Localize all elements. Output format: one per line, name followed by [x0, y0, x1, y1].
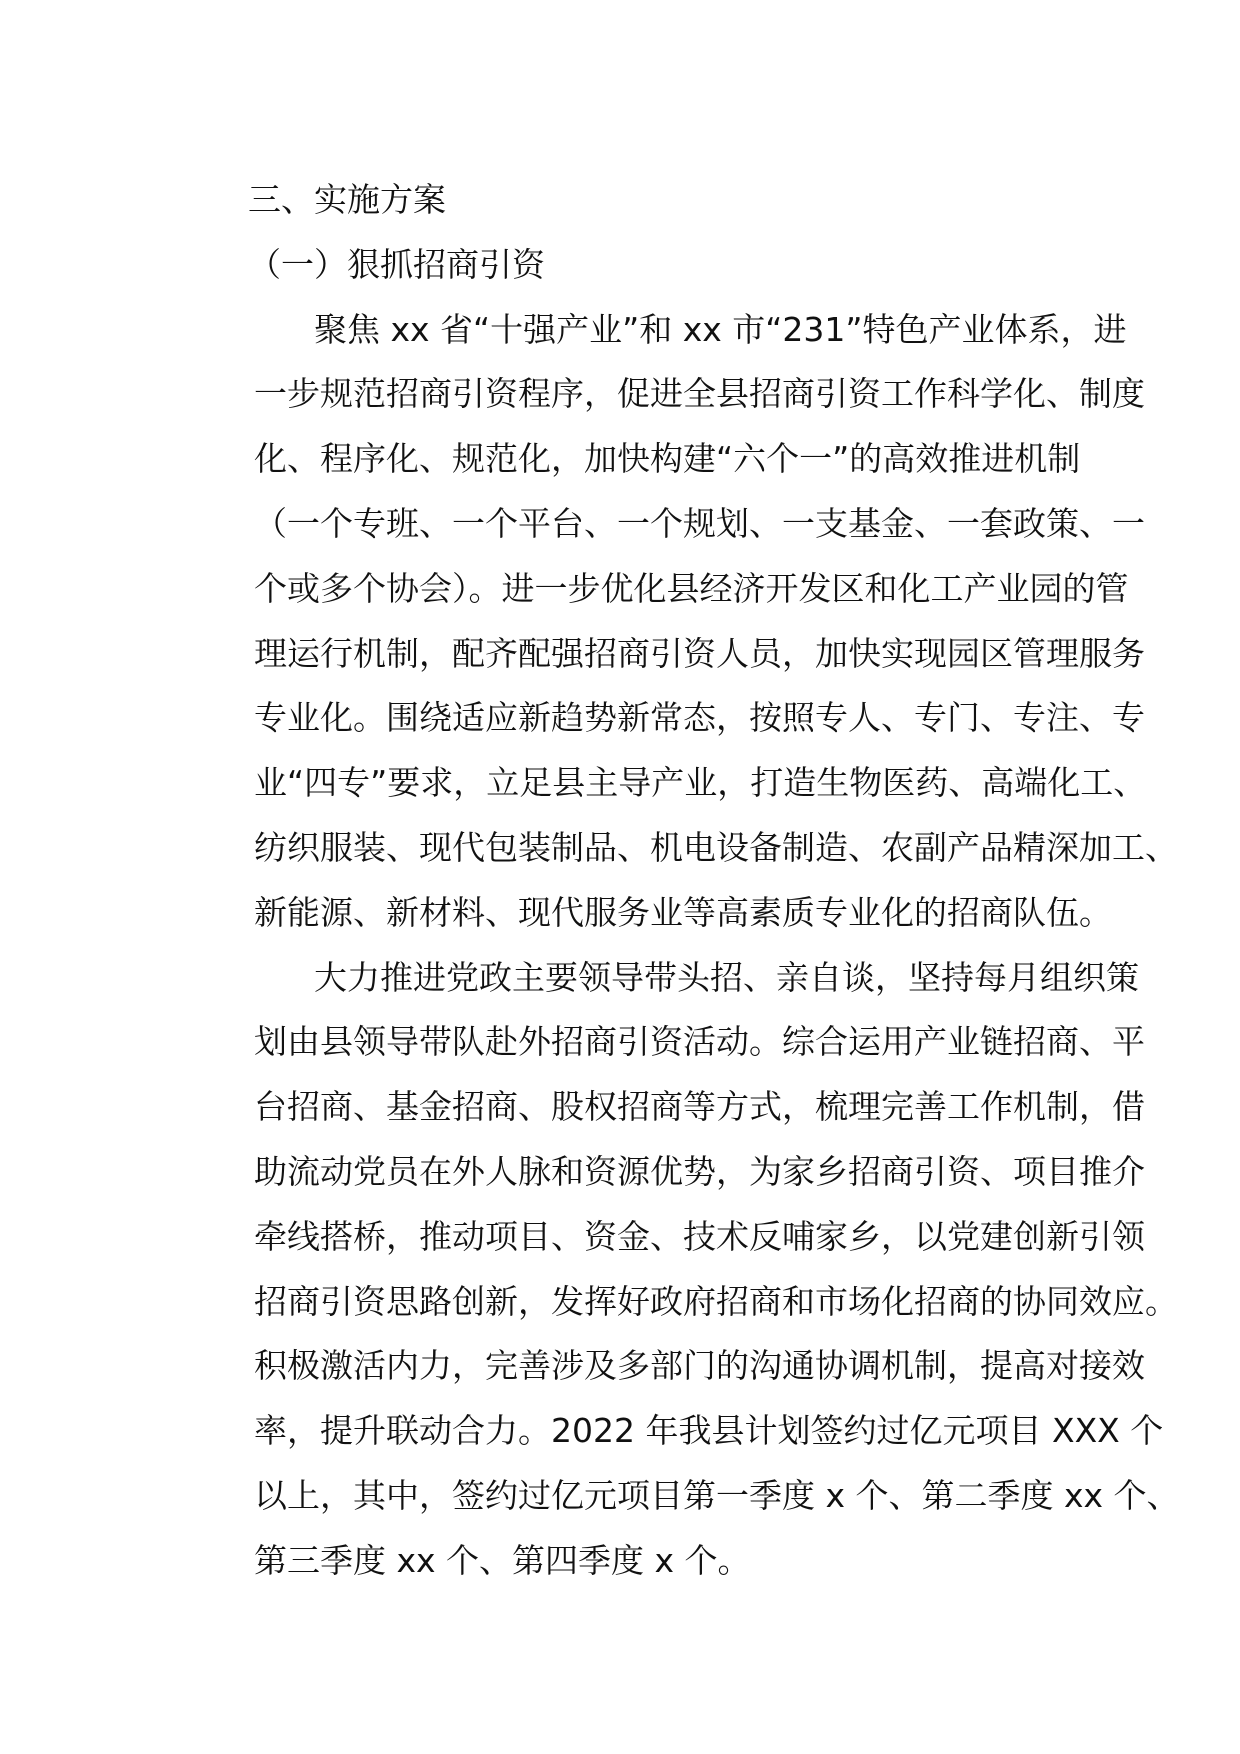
- paragraph-recruitment-mechanism: [188, 298, 1178, 946]
- paragraph-line: 个或多个协会）。进一步优化县经济开发区和化工产业园的管: [254, 568, 1129, 608]
- paragraph-line: 积极激活内力，完善涉及多部门的沟通协调机制，提高对接效: [254, 1346, 1145, 1386]
- subsection-heading: （一）狠抓招商引资: [248, 244, 545, 284]
- paragraph-line: 纺织服装、现代包装制品、机电设备制造、农副产品精深加工、: [254, 827, 1178, 867]
- paragraph-line: 划由县领导带队赴外招商引资活动。综合运用产业链招商、平: [254, 1022, 1145, 1062]
- paragraph-line: 化、程序化、规范化，加快构建“六个一”的高效推进机制: [254, 439, 1081, 479]
- section-heading: 三、实施方案: [248, 180, 446, 219]
- paragraph-line: 招商引资思路创新，发挥好政府招商和市场化招商的协同效应。: [254, 1281, 1178, 1321]
- paragraph-line: 大力推进党政主要领导带头招、亲自谈，坚持每月组织策: [314, 957, 1139, 997]
- document-body: [188, 168, 1180, 1594]
- paragraph-line: 以上，其中，签约过亿元项目第一季度 x 个、第二季度 xx 个、: [254, 1475, 1180, 1515]
- paragraph-line: 新能源、新材料、现代服务业等高素质专业化的招商队伍。: [254, 892, 1112, 932]
- paragraph-line: 率，提升联动合力。2022 年我县计划签约过亿元项目 XXX 个: [254, 1411, 1164, 1451]
- paragraph-line: 助流动党员在外人脉和资源优势，为家乡招商引资、项目推介: [254, 1151, 1145, 1191]
- paragraph-leadership-recruitment: [188, 946, 1180, 1594]
- paragraph-line: 牵线搭桥，推动项目、资金、技术反哺家乡，以党建创新引领: [254, 1216, 1145, 1256]
- paragraph-line: 理运行机制，配齐配强招商引资人员，加快实现园区管理服务: [254, 633, 1145, 673]
- paragraph-line: （一个专班、一个平台、一个规划、一支基金、一套政策、一: [254, 503, 1145, 543]
- paragraph-line: 聚焦 xx 省“十强产业”和 xx 市“231”特色产业体系，进: [314, 309, 1127, 349]
- paragraph-line: 第三季度 xx 个、第四季度 x 个。: [254, 1540, 751, 1580]
- paragraph-line: 专业化。围绕适应新趋势新常态，按照专人、专门、专注、专: [254, 698, 1145, 738]
- paragraph-line: 业“四专”要求，立足县主导产业，打造生物医药、高端化工、: [254, 763, 1147, 803]
- paragraph-line: 一步规范招商引资程序，促进全县招商引资工作科学化、制度: [254, 374, 1145, 414]
- paragraph-line: 台招商、基金招商、股权招商等方式，梳理完善工作机制，借: [254, 1087, 1145, 1127]
